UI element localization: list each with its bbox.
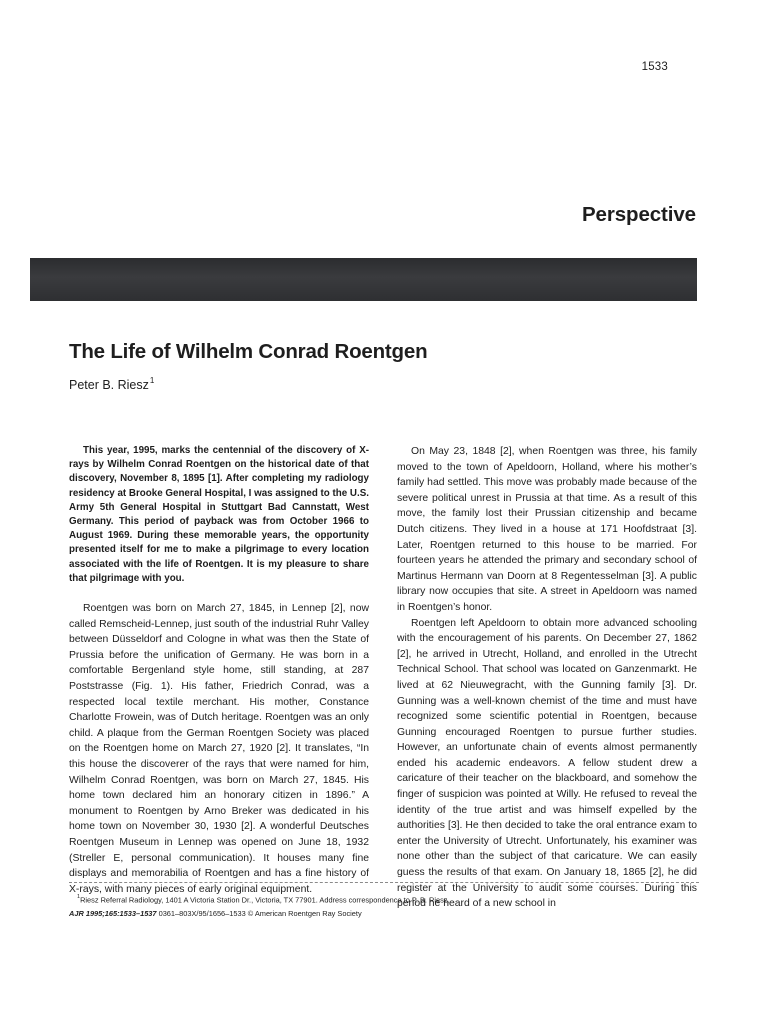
body-paragraph: On May 23, 1848 [2], when Roentgen was three, his family moved to the town of Apeldoorn, Holland, where his mother’s family had settled. This move was probably made because of the severe political unrest in Prussia at that time. As a result of this move, the family lost their Prussian citizenship and became Dutch citizens. They lived in a house at 171 Hoofdstraat [3]. Later, Roentgen returned to this house to be married. For fourteen years he attended the primary and secondary school of Martinus Hermann van Doorn at 8 Regentesselman [3]. A public library now occupies that site. A street in Apeldoorn was named in Roentgen’s honor. — [397, 446, 697, 613]
author-footnote-marker: 1 — [149, 376, 155, 385]
author-name: Peter B. Riesz — [69, 378, 149, 393]
author-line — [69, 377, 154, 392]
abstract-paragraph: This year, 1995, marks the centennial of the discovery of X-rays by Wilhelm Conrad Roentgen on the historical date of that discovery, November 8, 1895 [1]. After completing my radiology residency at Brooke General Hospital, I was assigned to the U.S. Army 5th General Hospital in Stuttgart Bad Cannstatt, West Germany. This period of payback was from October 1966 to August 1969. During these memorable years, the opportunity presented itself for me to make a pilgrimage to every location associated with the life of Roentgen. It is my pleasure to share that pilgrimage with you. — [69, 445, 369, 584]
body-paragraph: Roentgen was born on March 27, 1845, in Lennep [2], now called Remscheid-Lennep, just south of the industrial Ruhr Valley between Düsseldorf and Cologne in what was then the State of Prussia before the unification of Germany. He was born in a comfortable Bergenland style home, still standing, at 287 Poststrasse (Fig. 1). His father, Friedrich Conrad, was a respected local textile merchant. His mother, Constance Charlotte Frowein, was of Dutch heritage. Roentgen was an only child. A plaque from the German Roentgen Society was placed on the Roentgen home on March 27, 1920 [2]. It translates, “In this house the discoverer of the rays that were named for him, Wilhelm Conrad Roentgen, was born on March 27, 1845. His home town declared him an honorary citizen in 1896.” A monument to Roentgen by Arno Breker was dedicated in his home town on November 30, 1930 [2]. A wonderful Deutsches Roentgen Museum in Lennep was opened on June 18, 1932 (Streller E, personal communication). It houses many fine displays and memorabilia of Roentgen and has a fine history of X-rays, with many pieces of early original equipment. — [69, 603, 369, 895]
journal-issn: 0361–803X/95/1656–1533 © American Roentgen Ray Society — [156, 909, 362, 919]
affiliation-footnote — [69, 891, 699, 907]
page-number: 1533 — [641, 61, 668, 73]
journal-citation — [69, 907, 699, 921]
journal-reference: AJR 1995;165:1533–1537 — [69, 909, 157, 919]
left-column — [69, 444, 369, 897]
body-paragraph: Roentgen left Apeldoorn to obtain more advanced schooling with the encouragement of his parents. On December 27, 1862 [2], he arrived in Utrecht, Holland, and enrolled in the Utrecht Technical School. That school was located on Ganzenmarkt. He lived at 62 Nieuwegracht, with the Gunning family [3]. Dr. Gunning was a well-known chemist of the time and must have recognized some scientific potential in Roentgen, because Gunning encouraged Roentgen to pursue further studies. However, an unfortunate chain of events almost permanently ended his academic endeavors. A fellow student drew a caricature of their teacher on the blackboard, and somehow the finger of suspicion was pointed at Willy. He refused to reveal the identity of the true artist and was himself expelled by the authorities [3]. He then decided to take the oral entrance exam to enter the University of Utrecht. Unfortunately, his examiner was none other than the subject of that caricature. We can easily guess the results of that exam. On January 18, 1865 [2], he did register at the University to audit some courses. During this period he heard of a new school in — [397, 617, 697, 910]
footnote-marker: 1 — [77, 894, 81, 900]
section-label: Perspective — [581, 203, 696, 226]
footnotes — [69, 882, 699, 921]
section-banner — [30, 258, 697, 301]
affiliation-text: Riesz Referral Radiology, 1401 A Victoria Station Dr., Victoria, TX 77901. Address correspondence to P. B. Riesz. — [80, 895, 450, 905]
right-column — [397, 444, 697, 912]
article-title: The Life of Wilhelm Conrad Roentgen — [69, 340, 428, 363]
